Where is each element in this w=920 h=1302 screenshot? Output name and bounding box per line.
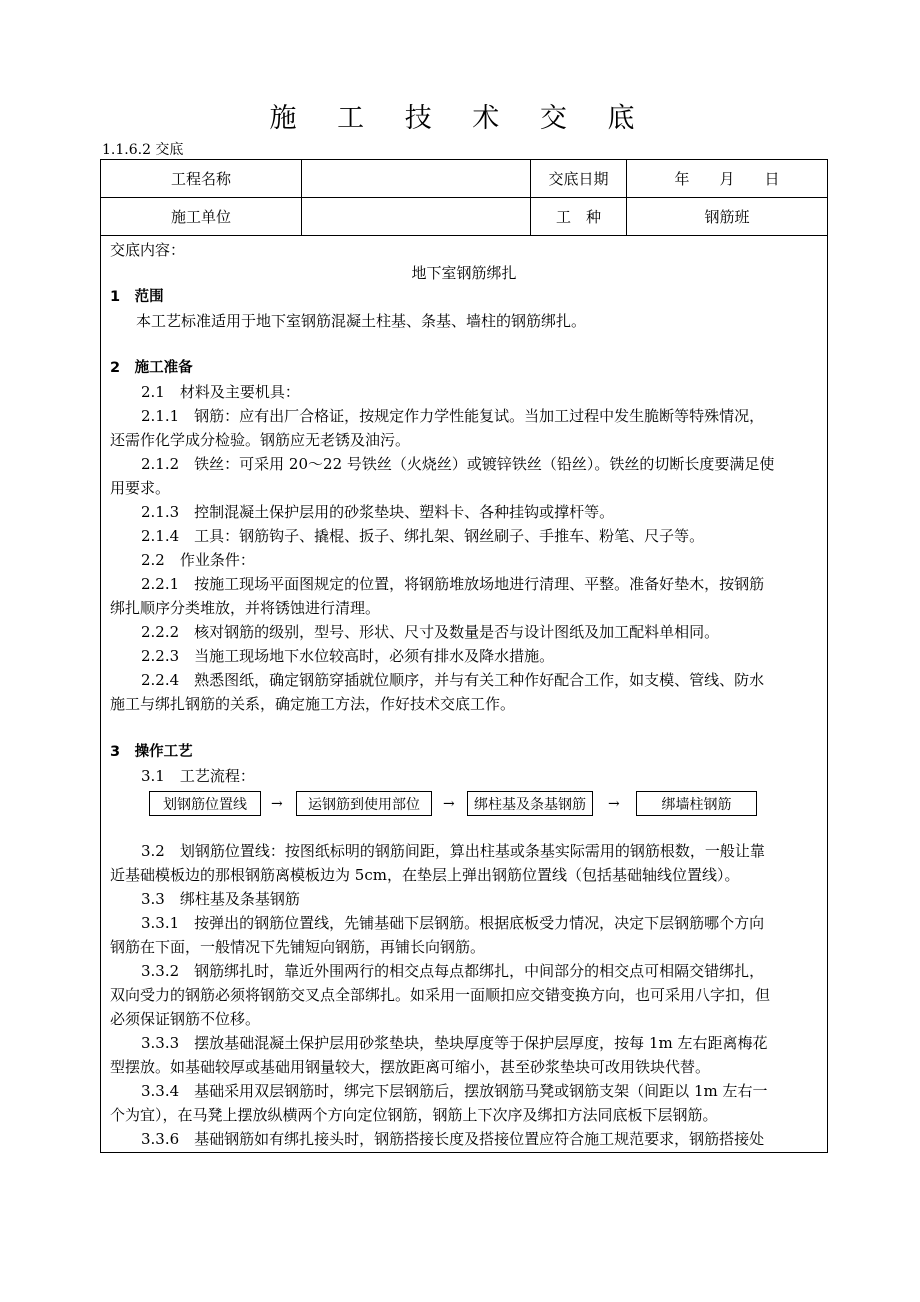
paragraph-line: 3.2 划钢筋位置线：按图纸标明的钢筋间距，算出柱基或条基实际需用的钢筋根数，一般让靠 [141, 842, 765, 860]
paragraph-line: 2.2.4 熟悉图纸，确定钢筋穿插就位顺序，并与有关工种作好配合工作，如支模、管线、防水 [141, 671, 765, 689]
paragraph-line: 2.1.1 钢筋：应有出厂合格证，按规定作力学性能复试。当加工过程中发生脆断等特殊情况， [141, 407, 765, 425]
paragraph-line: 3.3.6 基础钢筋如有绑扎接头时，钢筋搭接长度及搭接位置应符合施工规范要求，钢筋搭接处 [141, 1130, 765, 1148]
paragraph-line: 2.1.2 铁丝：可采用 20～22 号铁丝（火烧丝）或镀锌铁丝（铅丝）。铁丝的切断长度要满足使 [141, 455, 775, 473]
content-heading: 地下室钢筋绑扎 [411, 264, 517, 282]
disclosure-date-label: 交底日期 [531, 160, 627, 197]
paragraph-line: 必须保证钢筋不位移。 [110, 1010, 261, 1028]
flow-step-2: 运钢筋到使用部位 [296, 791, 432, 816]
content-intro: 交底内容： [110, 241, 186, 259]
paragraph-line: 2.2.3 当施工现场地下水位较高时，必须有排水及降水措施。 [141, 647, 555, 665]
paragraph-line: 2.1.3 控制混凝土保护层用的砂浆垫块、塑料卡、各种挂钩或撑杆等。 [141, 503, 615, 521]
section-1: 1 范围 [110, 289, 164, 305]
flow-arrow: → [443, 795, 455, 812]
disclosure-form [100, 159, 828, 1153]
paragraph-line: 施工与绑扎钢筋的关系，确定施工方法，作好技术交底工作。 [110, 695, 516, 713]
paragraph-line: 还需作化学成分检验。钢筋应无老锈及油污。 [110, 431, 411, 449]
paragraph-line: 2.1.4 工具：钢筋钩子、撬棍、扳子、绑扎架、钢丝刷子、手推车、粉笔、尺子等。 [141, 527, 705, 545]
paragraph-line: 个为宜），在马凳上摆放纵横两个方向定位钢筋，钢筋上下次序及绑扣方法同底板下层钢筋。 [110, 1106, 718, 1124]
paragraph-line: 2.1 材料及主要机具： [141, 383, 300, 401]
document-number: 1.1.6.2 交底 [102, 142, 184, 158]
paragraph-line: 双向受力的钢筋必须将钢筋交叉点全部绑扎。如采用一面顺扣应交错变换方向，也可采用八字扣，但 [110, 986, 771, 1004]
flow-step-3: 绑柱基及条基钢筋 [467, 791, 593, 816]
paragraph-line: 3.3.3 摆放基础混凝土保护层用砂浆垫块，垫块厚度等于保护层厚度，按每 1m 左右距离梅花 [141, 1034, 768, 1052]
disclosure-date-value[interactable]: 年 月 日 [674, 170, 780, 188]
section-3: 3 操作工艺 [110, 744, 193, 760]
paragraph-line: 用要求。 [110, 479, 171, 497]
paragraph-line: 型摆放。如基础较厚或基础用钢量较大，摆放距离可缩小，甚至砂浆垫块可改用铁块代替。 [110, 1058, 711, 1076]
flow-step-1: 划钢筋位置线 [149, 791, 261, 816]
project-name-value[interactable] [302, 160, 531, 197]
page-title: 施 工 技 术 交 底 [269, 103, 651, 134]
paragraph-line: 2.2.1 按施工现场平面图规定的位置，将钢筋堆放场地进行清理、平整。准备好垫木，按钢筋 [141, 575, 765, 593]
paragraph-line: 2.2.2 核对钢筋的级别，型号、形状、尺寸及数量是否与设计图纸及加工配料单相同。 [141, 623, 720, 641]
flow-arrow: → [271, 795, 283, 812]
section-2: 2 施工准备 [110, 360, 193, 376]
header-row-1 [101, 160, 827, 198]
work-type-label: 工 种 [531, 198, 627, 235]
flow-arrow: → [608, 795, 620, 812]
paragraph-line: 钢筋在下面，一般情况下先铺短向钢筋，再铺长向钢筋。 [110, 938, 486, 956]
paragraph-line: 3.3.4 基础采用双层钢筋时，绑完下层钢筋后，摆放钢筋马凳或钢筋支架（间距以 1m 左右一 [141, 1082, 768, 1100]
paragraph-line: 绑扎顺序分类堆放，并将锈蚀进行清理。 [110, 599, 381, 617]
work-type-value: 钢筋班 [704, 208, 750, 226]
construction-unit-value[interactable] [302, 198, 531, 235]
paragraph-line: 本工艺标准适用于地下室钢筋混凝土柱基、条基、墙柱的钢筋绑扎。 [121, 312, 587, 330]
paragraph-line: 近基础模板边的那根钢筋离模板边为 5cm，在垫层上弹出钢筋位置线（包括基础轴线位置线）。 [110, 866, 740, 884]
paragraph-line: 2.2 作业条件： [141, 551, 255, 569]
header-row-2 [101, 198, 827, 236]
paragraph-line: 3.3.2 钢筋绑扎时，靠近外围两行的相交点每点都绑扎，中间部分的相交点可相隔交错绑扎， [141, 962, 765, 980]
paragraph-line: 3.3.1 按弹出的钢筋位置线，先铺基础下层钢筋。根据底板受力情况，决定下层钢筋哪个方向 [141, 914, 765, 932]
paragraph-line: 3.3 绑柱基及条基钢筋 [141, 890, 300, 908]
project-name-label: 工程名称 [101, 160, 302, 197]
flow-step-4: 绑墙柱钢筋 [636, 791, 757, 816]
construction-unit-label: 施工单位 [101, 198, 302, 235]
paragraph-line: 3.1 工艺流程： [141, 767, 255, 785]
